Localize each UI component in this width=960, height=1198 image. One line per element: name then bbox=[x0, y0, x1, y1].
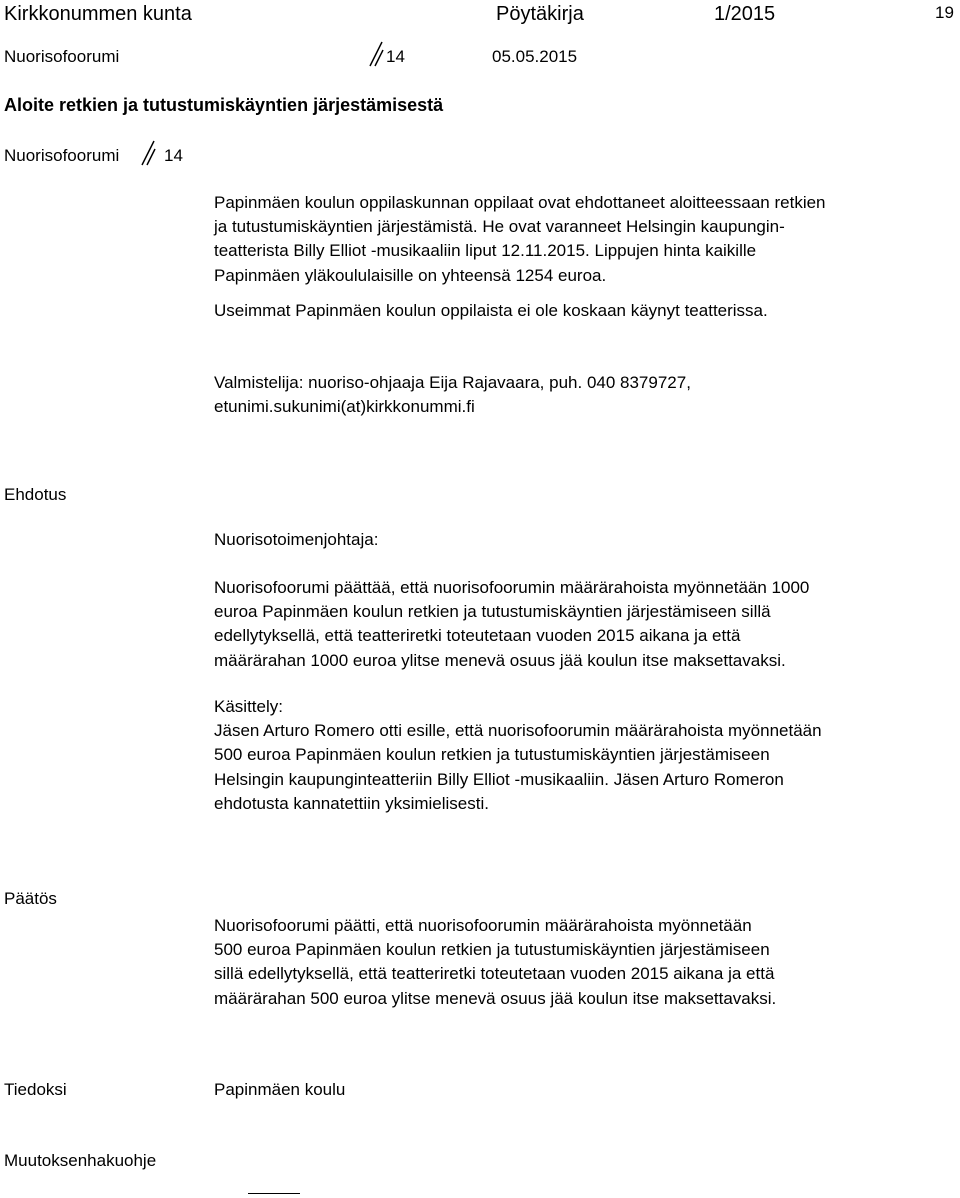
handling-section bbox=[214, 695, 959, 816]
decision-line: sillä edellytyksellä, että teatteriretki toteutetaan vuoden 2015 aikana ja että bbox=[214, 964, 775, 984]
intro-line: Papinmäen yläkoululaisille on yhteensä 1254 euroa. bbox=[214, 265, 607, 285]
info-value: Papinmäen koulu bbox=[214, 1080, 346, 1099]
decision-line: 500 euroa Papinmäen koulun retkien ja tutustumiskäyntien järjestämiseen bbox=[214, 940, 770, 960]
decision-paragraph bbox=[214, 914, 959, 1011]
handling-line: Jäsen Arturo Romero otti esille, että nuorisofoorumin määrärahoista myönnetään bbox=[214, 721, 822, 741]
handling-label: Käsittely: bbox=[214, 697, 283, 716]
case-ref-body: Nuorisofoorumi bbox=[4, 146, 120, 165]
document-type: Pöytäkirja bbox=[496, 3, 584, 25]
handling-line: ehdotusta kannatettiin yksimielisesti. bbox=[214, 793, 489, 813]
decision-label: Päätös bbox=[4, 889, 57, 908]
decision-line: määrärahan 500 euroa ylitse menevä osuus jää koulun itse maksettavaksi. bbox=[214, 988, 777, 1008]
intro-note bbox=[214, 299, 959, 323]
proposal-paragraph bbox=[214, 576, 959, 673]
appeal-label: Muutoksenhakuohje bbox=[4, 1151, 157, 1170]
bottom-rule bbox=[248, 1193, 300, 1194]
section-sign-icon bbox=[140, 139, 156, 172]
decision-line: Nuorisofoorumi päätti, että nuorisofoorumin määrärahoista myönnetään bbox=[214, 916, 752, 935]
intro-note-text: Useimmat Papinmäen koulun oppilaista ei ole koskaan käynyt teatterissa. bbox=[214, 301, 768, 320]
preparer-line: Valmistelija: nuoriso-ohjaaja Eija Rajavaara, puh. 040 8379727, bbox=[214, 373, 691, 392]
proposal-line: euroa Papinmäen koulun retkien ja tutustumiskäyntien järjestämiseen sillä bbox=[214, 602, 771, 622]
proposal-role-text: Nuorisotoimenjohtaja: bbox=[214, 530, 379, 549]
handling-line: Helsingin kaupunginteatteriin Billy Elliot -musikaaliin. Jäsen Arturo Romeron bbox=[214, 769, 784, 789]
section-number: 14 bbox=[386, 47, 405, 66]
page-number: 19 bbox=[935, 3, 954, 22]
preparer-info bbox=[214, 371, 959, 419]
intro-line: teatterista Billy Elliot -musikaaliin liput 12.11.2015. Lippujen hinta kaikille bbox=[214, 241, 757, 261]
page-title: Aloite retkien ja tutustumiskäyntien järjestämisestä bbox=[4, 95, 444, 115]
section-sign-icon bbox=[368, 40, 384, 73]
proposal-role bbox=[214, 528, 959, 552]
proposal-line: edellytyksellä, että teatteriretki toteutetaan vuoden 2015 aikana ja että bbox=[214, 626, 741, 646]
proposal-label: Ehdotus bbox=[4, 485, 67, 504]
case-ref-section: 14 bbox=[164, 146, 183, 165]
intro-line: ja tutustumiskäyntien järjestämistä. He ovat varanneet Helsingin kaupungin- bbox=[214, 217, 785, 237]
intro-line: Papinmäen koulun oppilaskunnan oppilaat ovat ehdottaneet aloitteessaan retkien bbox=[214, 193, 826, 212]
handling-line: 500 euroa Papinmäen koulun retkien ja tutustumiskäyntien järjestämiseen bbox=[214, 745, 770, 765]
info-label: Tiedoksi bbox=[4, 1080, 67, 1099]
proposal-line: Nuorisofoorumi päättää, että nuorisofoorumin määrärahoista myönnetään 1000 bbox=[214, 578, 810, 597]
intro-paragraph bbox=[214, 191, 959, 288]
municipality-name: Kirkkonummen kunta bbox=[4, 3, 192, 25]
meeting-date: 05.05.2015 bbox=[492, 47, 578, 66]
body-name: Nuorisofoorumi bbox=[4, 47, 120, 66]
preparer-line: etunimi.sukunimi(at)kirkkonummi.fi bbox=[214, 397, 475, 417]
proposal-line: määrärahan 1000 euroa ylitse menevä osuus jää koulun itse maksettavaksi. bbox=[214, 650, 786, 670]
document-number: 1/2015 bbox=[714, 3, 776, 25]
